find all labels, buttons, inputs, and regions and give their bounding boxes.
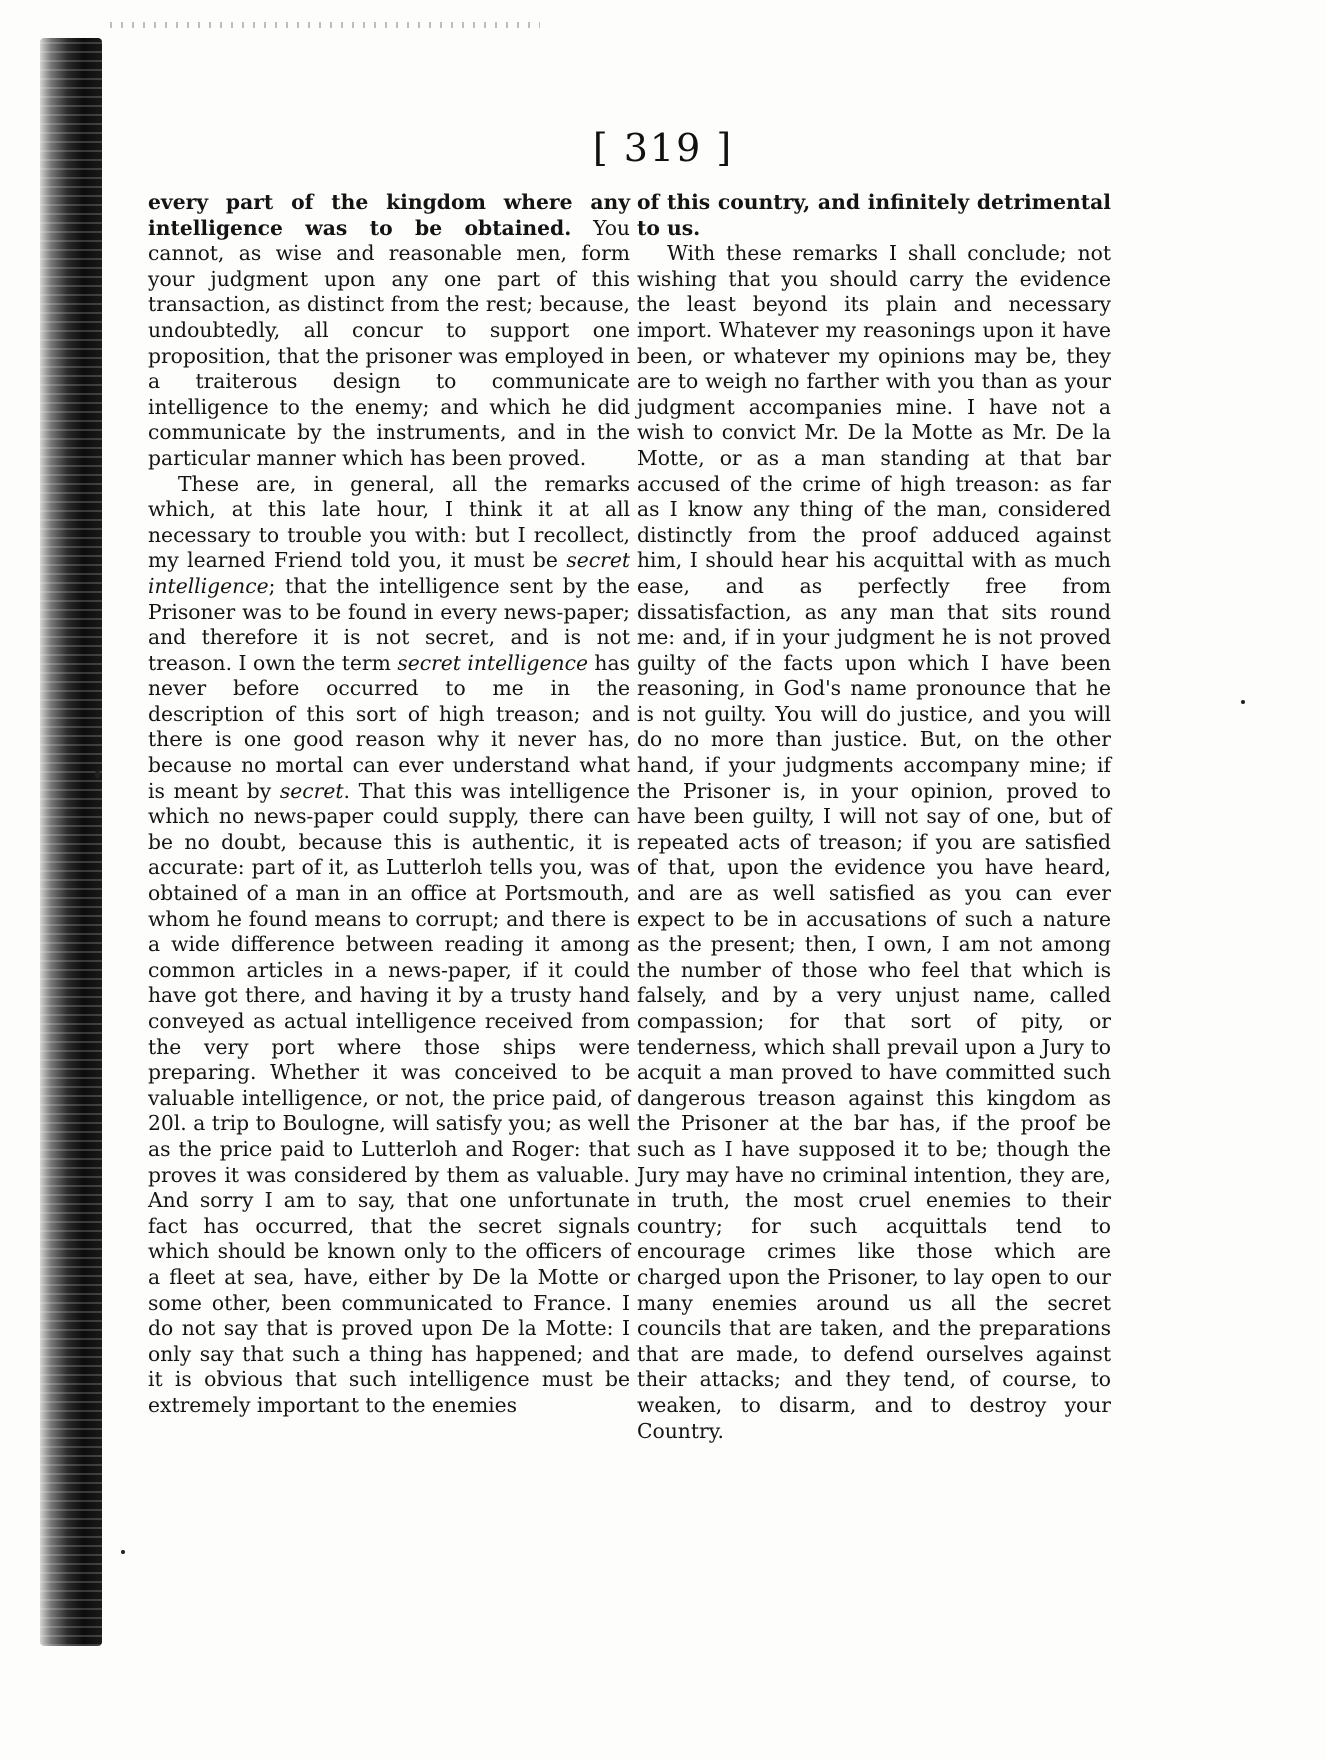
left-paragraph-2-text-1: These are, in general, all the remarks which, at this late hour, I think it at all necessary to trouble you with: but I recollect, my learned Friend told you, it must be bbox=[148, 471, 630, 573]
right-paragraph-1: of this country, and infinitely detrimental to us. bbox=[637, 190, 1111, 240]
scan-speck bbox=[1241, 700, 1245, 704]
scan-noise-top bbox=[110, 22, 540, 28]
binding-edge bbox=[40, 38, 102, 1646]
left-column bbox=[148, 190, 630, 1419]
left-paragraph-1-body: You cannot, as wise and reasonable men, form your judgment upon any one part of this transaction, as distinct from the rest; because, undoubtedly, all concur to support one proposition, that the prisoner was employed in a traiterous design to communicate intelligence to the enemy; and which he did communicate by the instruments, and in the particular manner which has been proved. bbox=[148, 215, 630, 470]
right-column bbox=[637, 190, 1111, 1444]
left-paragraph-2-text-2: ; that the intelligence sent by the Prisoner was to be found in every news-paper; and therefore it is not secret, and is not treason. I own the term bbox=[148, 573, 630, 675]
right-paragraph-2: With these remarks I shall conclude; not wishing that you should carry the evidence the least beyond its plain and necessary import. Whatever my reasonings upon it have been, or whatever my opinions may be, they are to weigh no farther with you than as your judgment accompanies mine. I have not a wish to convict Mr. De la Motte as Mr. De la Motte, or as a man standing at that bar accused of the crime of high treason: as far as I know any thing of the man, considered distinctly from the proof adduced against him, I should hear his acquittal with as much ease, and as perfectly free from dissatisfaction, as any man that sits round me: and, if in your judgment he is not proved guilty of the facts upon which I have been reasoning, in God's name pronounce that he is not guilty. You will do justice, and you will do no more than justice. But, on the other hand, if your judgments accompany mine; if the Prisoner is, in your opinion, proved to have been guilty, I will not say of one, but of repeated acts of treason; if you are satisfied of that, upon the evidence you have heard, and are as well satisfied as you can ever expect to be in accusations of such a nature as the present; then, I own, I am not among the number of those who feel that which is falsely, and by a very unjust name, called compassion; for that sort of pity, or tenderness, which shall prevail upon a Jury to acquit a man proved to have committed such dangerous treason against this kingdom as the Prisoner at the bar has, if the proof be such as I have supposed it to be; though the Jury may have no criminal intention, they are, in truth, the most cruel enemies to their country; for such acquittals tend to encourage crimes like those which are charged upon the Prisoner, to lay open to our many enemies around us all the secret councils that are taken, and the preparations that are made, to defend ourselves against their attacks; and they tend, of course, to weaken, to disarm, and to destroy your Country. bbox=[637, 241, 1111, 1443]
left-paragraph-1 bbox=[148, 190, 630, 472]
binding-texture bbox=[40, 38, 102, 1646]
left-paragraph-2-italic-3: secret bbox=[279, 778, 344, 803]
left-paragraph-1-lead: every part of the kingdom where any intelligence was to be obtained. bbox=[148, 190, 630, 240]
left-paragraph-2-italic-1: secret intelligence bbox=[148, 548, 630, 598]
left-paragraph-2 bbox=[148, 472, 630, 1419]
page-number: [ 319 ] bbox=[592, 126, 734, 170]
left-paragraph-2-text-4: . That this was intelligence which no news-paper could supply, there can be no doubt, because this is authentic, it is accurate: part of it, as Lutterloh tells you, was obtained of a man in an office at Portsmouth, whom he found means to corrupt; and there is a wide difference between reading it among common articles in a news-paper, if it could have got there, and having it by a trusty hand conveyed as actual intelligence received from the very port where those ships were preparing. Whether it was conceived to be valuable intelligence, or not, the price paid, of 20l. a trip to Boulogne, will satisfy you; as well as the price paid to Lutterloh and Roger: that proves it was considered by them as valuable. And sorry I am to say, that one unfortunate fact has occurred, that the secret signals which should be known only to the officers of a fleet at sea, have, either by De la Motte or some other, been communicated to France. I do not say that is proved upon De la Motte: I only say that such a thing has happened; and it is obvious that such intelligence must be extremely important to the enemies bbox=[148, 778, 630, 1417]
scan-speck bbox=[95, 770, 100, 779]
scan-speck bbox=[121, 1550, 125, 1554]
left-paragraph-2-italic-2: secret intelligence bbox=[397, 650, 588, 675]
left-paragraph-2-text-3: has never before occurred to me in the description of this sort of high treason; and there is one good reason why it never has, because no mortal can ever understand what is meant by bbox=[148, 650, 630, 803]
